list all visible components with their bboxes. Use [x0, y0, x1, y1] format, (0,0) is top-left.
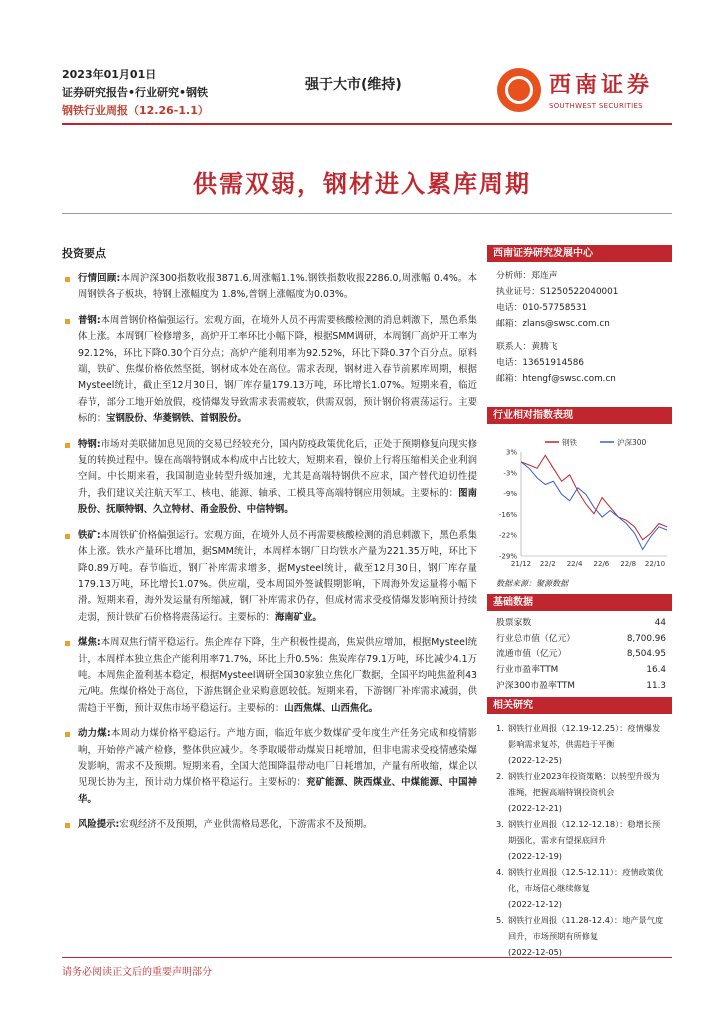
related-item[interactable] — [496, 912, 666, 960]
bullet-marker — [65, 732, 70, 737]
stats-value: 16.4 — [646, 665, 666, 676]
x-tick-label: 22/6 — [593, 560, 610, 568]
footer-disclaimer[interactable]: 请务必阅读正文后的重要声明部分 — [62, 967, 212, 978]
chart-svg — [487, 424, 672, 574]
x-tick-label: 22/8 — [620, 560, 637, 568]
stats-value: 11.3 — [646, 680, 666, 691]
analyst-line: 电话：010-57758531 — [496, 303, 588, 313]
stats-row — [487, 647, 672, 663]
bullet-text: 市场对美联储加息见顶的交易已经较充分，国内防疫政策优化后，正处于预期修复向现实修复的转换过程中。镍在高端特钢成本构成中占比较大，短期来看，镍价上行将压缩相关企业利润空间。中长期来看，我国制造业转型升级加速，尤其是高端特钢供不应求，国产替代迫切性提升，我们建议关注航天军工、核电、能源、轴承、工模具等高端特钢应用领域。主要标的： — [78, 438, 477, 499]
related-item[interactable] — [496, 864, 666, 912]
related-number: 3. — [496, 819, 504, 829]
bullet-item — [62, 726, 477, 808]
bullet-item — [62, 271, 477, 304]
analyst-line: 分析师：郑连声 — [496, 271, 558, 281]
stats-row — [487, 679, 672, 695]
related-date: (2022-12-21) — [508, 803, 562, 813]
header-divider — [62, 123, 672, 125]
bullet-lead: 普钢: — [78, 314, 101, 326]
related-date: (2022-12-05) — [508, 947, 562, 957]
stats-label: 沪深300市盈率TTM — [496, 680, 575, 691]
bullet-stocks: 山西焦煤、山西焦化。 — [284, 702, 379, 714]
related-item[interactable] — [496, 768, 666, 816]
chart-source: 数据来源：聚源数据 — [496, 579, 568, 588]
stats-row — [487, 663, 672, 679]
investment-highlights — [62, 245, 477, 843]
related-number: 5. — [496, 915, 504, 925]
rating: 强于大市(维持) — [305, 77, 402, 93]
x-tick-label: 21/12 — [510, 560, 532, 568]
stats-label: 行业市盈率TTM — [496, 665, 559, 676]
bullet-marker — [65, 443, 70, 448]
analyst-box — [487, 245, 672, 387]
bullet-text: 本周动力煤价格平稳运行。产地方面，临近年底少数煤矿受年度生产任务完成和疫情影响，开始停产减产检修，整体供应减少。冬季取暖带动煤炭日耗增加，但非电需求受疫情感染爆发影响，需求不及预期。短期来看，全国大范围降温带动电厂日耗增加，产量有所收缩，煤企以见现长协为主，预计动力煤价格平稳运行。主要标的： — [78, 728, 477, 789]
related-date: (2022-12-12) — [508, 899, 562, 909]
stats-value: 8,700.96 — [626, 633, 666, 644]
bullet-stocks: 海南矿业。 — [274, 611, 322, 623]
bullet-marker — [65, 277, 70, 282]
y-tick-label: -29% — [498, 552, 517, 561]
bullet-item — [62, 437, 477, 519]
bullet-lead: 煤焦: — [78, 637, 101, 649]
bullet-text: 宏观经济不及预期，产业供需格局恶化，下游需求不及预期。 — [119, 819, 373, 831]
x-tick-label: 22/2 — [539, 560, 556, 568]
footer-divider — [62, 957, 672, 958]
y-tick-label: 3% — [505, 448, 517, 457]
bullet-lead: 动力煤: — [78, 728, 111, 740]
series-line — [521, 462, 667, 550]
title-divider — [62, 213, 672, 214]
related-title: 钢铁行业周报（11.28-12.4）：地产景气度回升，市场预期有所修复 — [508, 915, 664, 941]
legend-label: 沪深300 — [617, 438, 647, 447]
stats-value: 44 — [654, 618, 666, 628]
report-date: 2023年01月01日 — [62, 68, 157, 81]
analyst-heading: 西南证券研究发展中心 — [487, 245, 672, 262]
stats-row — [487, 616, 672, 632]
stats-row — [487, 632, 672, 648]
chart-heading: 行业相对指数表现 — [487, 407, 672, 424]
analyst-line: 执业证号：S1250522040001 — [496, 287, 619, 297]
stats-table — [487, 616, 672, 695]
y-tick-label: -3% — [503, 469, 517, 478]
bullet-item — [62, 528, 477, 626]
analyst-line: 邮箱：zlans@swsc.com.cn — [496, 319, 610, 329]
y-tick-label: -9% — [503, 490, 517, 499]
section-heading: 投资要点 — [62, 247, 106, 260]
bullet-text: 本周双焦行情平稳运行。焦企库存下降，生产积极性提高，焦炭供应增加，根据Mysteel统计，本周样本独立焦企产能利用率71.7%，环比上升0.5%：焦炭库存79.1万吨，环比减少4.1万吨。本周焦企盈利基本稳定，根据Mysteel调研全国30家独立焦化厂数据，全国平均吨焦盈利43元/吨。焦煤价格处于高位，下游焦钢企业采购意愿较低。短期来看，下游钢厂补库需求减弱，供需趋于平衡，预计双焦市场平稳运行。主要标的： — [78, 637, 478, 714]
bullet-text: 本周普钢价格偏强运行。宏观方面，在境外人员不再需要核酸检测的消息刺激下，黑色系集体上涨。本周钢厂检修增多，高炉开工率环比小幅下降，根据SMM调研，本周钢厂高炉开工率为92.12%，环比下降0.30个百分点；高炉产能利用率为92.52%，环比下降0.37个百分点。原料端，铁矿、焦煤价格依然坚挺，钢材成本处在高位。需求表现，钢材进入春节前累库周期，根据Mysteel统计，截止至12月30日，钢厂库存量179.13万吨，环比增长1.07%。短期来看，临近春节，部分工地开始放假，疫情爆发导致需求表需疲软，供需双弱，预计钢价将震荡运行。主要标的： — [78, 314, 477, 425]
stats-label: 行业总市值（亿元） — [496, 633, 576, 644]
stats-value: 8,504.95 — [626, 649, 666, 660]
page-title: 供需双弱，钢材进入累库周期 — [193, 170, 531, 198]
bullet-marker — [65, 534, 70, 539]
related-title: 钢铁行业2023年投资策略：以转型升级为准绳，把握高端特钢投资机会 — [508, 771, 660, 797]
bullet-stocks: 宝钢股份、华菱钢铁、首钢股份。 — [106, 413, 247, 425]
related-research — [487, 697, 672, 960]
related-date: (2022-12-25) — [508, 755, 562, 765]
y-tick-label: -16% — [498, 510, 517, 519]
x-tick-label: 22/10 — [644, 560, 666, 568]
legend-label: 钢铁 — [562, 438, 577, 447]
bullet-item — [62, 635, 477, 717]
bullet-lead: 铁矿: — [78, 529, 101, 541]
stats-label: 流通市值（亿元） — [496, 649, 567, 660]
bullet-stocks: 兖矿能源、陕西煤业、中煤能源、中国神华。 — [78, 777, 477, 805]
related-title: 钢铁行业周报（12.12-12.18）：稳增长预期强化，需求有望探底回升 — [508, 819, 661, 845]
bullet-text: 本周铁矿价格偏强运行。宏观方面，在境外人员不再需要核酸检测的消息刺激下，黑色系集体上涨。铁水产量环比增加，据SMM统计，本周样本钢厂日均铁水产量为221.35万吨，环比下降0.89万吨。春节临近，钢厂补库需求增多，据Mysteel统计，截至12月30日，钢厂库存量179.13万吨，环比增长1.07%。供应端，受本周国外签诚假期影响，下周海外发运量将小幅下滑。短期来看，海外发运量有所缩减，钢厂补库需求仍存，但成材需求受疫情爆发影响预计持续走弱，预计铁矿石价格将震荡运行。主要标的： — [78, 529, 477, 623]
series-line — [521, 455, 667, 540]
related-heading: 相关研究 — [487, 697, 672, 714]
bullet-marker — [65, 319, 70, 324]
bullet-lead: 风险提示: — [78, 819, 120, 831]
related-item[interactable] — [496, 720, 666, 768]
analyst-line: 联系人：黄腾飞 — [496, 342, 558, 352]
report-name: 钢铁行业周报（12.26-1.1） — [62, 104, 209, 117]
report-type: 证券研究报告•行业研究•钢铁 — [62, 86, 209, 99]
bullet-marker — [65, 641, 70, 646]
related-number: 1. — [496, 723, 504, 733]
bullet-lead: 行情回顾: — [78, 273, 121, 284]
stats-label: 股票家数 — [496, 618, 532, 628]
logo-icon — [497, 68, 541, 112]
basic-data — [487, 594, 672, 695]
related-number: 2. — [496, 771, 504, 781]
bullet-lead: 特钢: — [78, 438, 101, 450]
stats-heading: 基础数据 — [487, 594, 672, 611]
related-title: 钢铁行业周报（12.19-12.25）：疫情爆发影响需求复苏，供需趋于平衡 — [508, 723, 661, 749]
analyst-line: 邮箱：htengf@swsc.com.cn — [496, 374, 616, 384]
related-date: (2022-12-19) — [508, 851, 562, 861]
bullet-stocks: 图南股份、抚顺特钢、久立特材、甬金股份、中信特钢。 — [78, 487, 477, 516]
logo-english: SOUTHWEST SECURITIES — [549, 102, 643, 110]
company-logo — [497, 66, 672, 118]
header-info — [62, 66, 209, 120]
bullet-item — [62, 313, 477, 428]
related-title: 钢铁行业周报（12.5-12.11）：疫情政策优化，市场信心继续修复 — [508, 867, 664, 893]
logo-text: 西南证券 — [549, 73, 654, 98]
bullet-marker — [65, 823, 70, 828]
analyst-line: 电话：13651914586 — [496, 358, 584, 368]
related-number: 4. — [496, 867, 504, 877]
x-tick-label: 22/4 — [566, 560, 583, 568]
bullet-text: 本周沪深300指数收报3871.6,周涨幅1.1%.钢铁指数收报2286.0,周涨幅 0.4%。本周钢铁各子板块，特钢上涨幅度为 1.8%,普钢上涨幅度为0.03%。 — [78, 273, 478, 301]
related-item[interactable] — [496, 816, 666, 864]
index-chart — [487, 407, 672, 589]
y-tick-label: -22% — [498, 531, 517, 540]
bullet-item — [62, 817, 477, 833]
